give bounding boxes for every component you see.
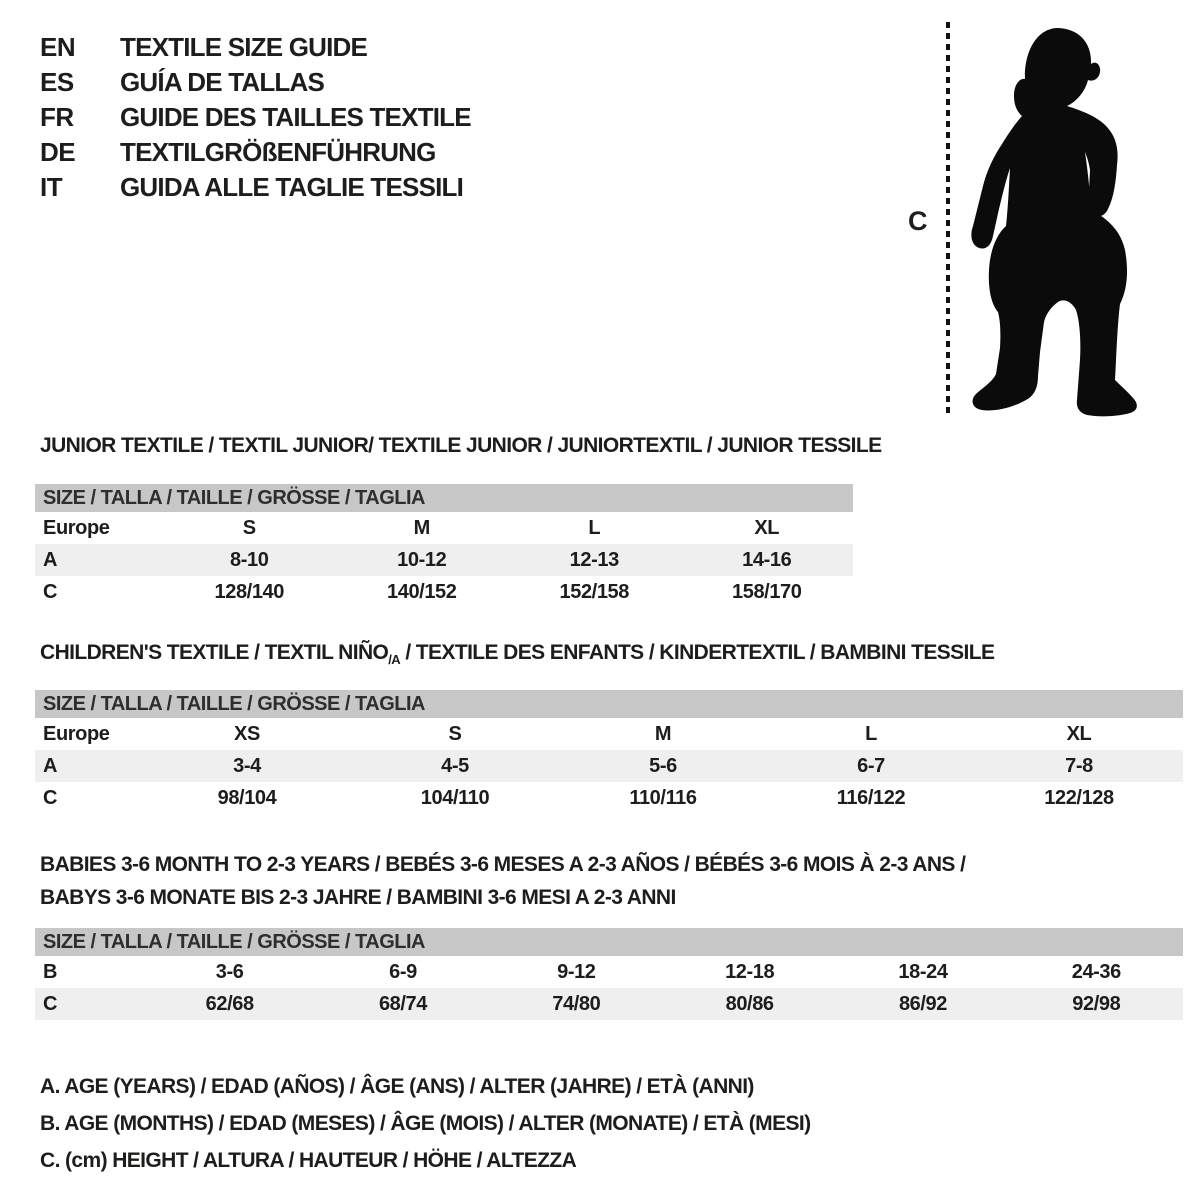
measure-label-c: C: [908, 206, 928, 236]
table-header-bar: [35, 484, 853, 512]
table-row: [35, 718, 1183, 750]
cell: 7-8: [1065, 754, 1093, 777]
cell: XS: [234, 722, 260, 745]
language-title: TEXTILE SIZE GUIDE: [120, 32, 368, 62]
legend-line-a: A. AGE (YEARS) / EDAD (AÑOS) / ÂGE (ANS) / ALTER (JAHRE) / ETÀ (ANNI): [40, 1074, 754, 1098]
cell: 8-10: [230, 548, 269, 571]
junior-size-table: [35, 484, 853, 608]
language-row: [40, 100, 471, 135]
language-code: DE: [40, 137, 76, 167]
size-header-label: SIZE / TALLA / TAILLE / GRÖSSE / TAGLIA: [43, 930, 425, 953]
language-row: [40, 135, 471, 170]
legend-line-c: C. (cm) HEIGHT / ALTURA / HAUTEUR / HÖHE / ALTEZZA: [40, 1148, 577, 1172]
cell: L: [588, 516, 601, 539]
cell: Europe: [43, 516, 110, 539]
language-title: GUÍA DE TALLAS: [120, 67, 325, 97]
legend: [40, 1068, 811, 1179]
cell: 116/122: [836, 786, 906, 809]
language-code: FR: [40, 102, 74, 132]
cell: M: [413, 516, 430, 539]
children-title-part2: / TEXTILE DES ENFANTS / KINDERTEXTIL / BAMBINI TESSILE: [400, 641, 995, 664]
language-row: [40, 65, 471, 100]
size-header-label: SIZE / TALLA / TAILLE / GRÖSSE / TAGLIA: [43, 486, 425, 509]
table-row: [35, 782, 1183, 814]
cell: 9-12: [557, 960, 596, 983]
height-measure-dashed-line: [946, 22, 950, 415]
language-code: IT: [40, 172, 63, 202]
cell: 24-36: [1071, 960, 1121, 983]
cell: 92/98: [1072, 992, 1121, 1015]
cell: XL: [1066, 722, 1092, 745]
junior-section-title: JUNIOR TEXTILE / TEXTIL JUNIOR/ TEXTILE JUNIOR / JUNIORTEXTIL / JUNIOR TESSILE: [40, 434, 882, 457]
cell: Europe: [43, 722, 110, 745]
cell: C: [43, 580, 58, 603]
cell: L: [865, 722, 877, 745]
language-title: GUIDA ALLE TAGLIE TESSILI: [120, 172, 464, 202]
children-title-sub: /A: [388, 652, 401, 668]
legend-line-b: B. AGE (MONTHS) / EDAD (MESES) / ÂGE (MOIS) / ALTER (MONATE) / ETÀ (MESI): [40, 1111, 811, 1135]
cell: 152/158: [559, 580, 629, 603]
cell: 80/86: [725, 992, 774, 1015]
language-code: ES: [40, 67, 74, 97]
cell: 98/104: [217, 786, 277, 809]
cell: A: [43, 548, 58, 571]
table-row: [35, 544, 853, 576]
cell: M: [654, 722, 672, 745]
babies-size-table: [35, 928, 1183, 1020]
toddler-silhouette: [968, 18, 1144, 422]
cell: 128/140: [214, 580, 284, 603]
cell: 14-16: [742, 548, 792, 571]
language-title: TEXTILGRÖßENFÜHRUNG: [120, 137, 436, 167]
cell: 110/116: [629, 786, 697, 809]
language-title-list: [40, 30, 471, 205]
table-header-bar: [35, 928, 1183, 956]
cell: 104/110: [420, 786, 490, 809]
cell: 10-12: [397, 548, 447, 571]
table-row: [35, 988, 1183, 1020]
cell: 158/170: [732, 580, 802, 603]
cell: S: [448, 722, 462, 745]
babies-section-title-line2: BABYS 3-6 MONATE BIS 2-3 JAHRE / BAMBINI 3-6 MESI A 2-3 ANNI: [40, 886, 676, 909]
table-header-bar: [35, 690, 1183, 718]
cell: 6-9: [389, 960, 417, 983]
cell: 62/68: [205, 992, 254, 1015]
cell: 74/80: [552, 992, 601, 1015]
cell: XL: [754, 516, 780, 539]
cell: 68/74: [378, 992, 428, 1015]
size-header-label: SIZE / TALLA / TAILLE / GRÖSSE / TAGLIA: [43, 692, 425, 715]
language-title: GUIDE DES TAILLES TEXTILE: [120, 102, 471, 132]
table-row: [35, 750, 1183, 782]
cell: 6-7: [857, 754, 885, 777]
table-row: [35, 956, 1183, 988]
cell: C: [43, 786, 58, 809]
table-row: [35, 512, 853, 544]
cell: 3-6: [215, 960, 244, 983]
table-row: [35, 576, 853, 608]
children-size-table: [35, 690, 1183, 814]
cell: 3-4: [233, 754, 261, 777]
language-code: EN: [40, 32, 76, 62]
babies-section-title-line1: BABIES 3-6 MONTH TO 2-3 YEARS / BEBÉS 3-6 MESES A 2-3 AÑOS / BÉBÉS 3-6 MOIS À 2-3 ANS /: [40, 853, 966, 876]
cell: 12-13: [569, 548, 619, 571]
language-row: [40, 170, 471, 205]
children-section-title: [40, 641, 994, 667]
children-title-part1: CHILDREN'S TEXTILE / TEXTIL NIÑO: [40, 641, 389, 664]
cell: C: [43, 992, 58, 1015]
cell: A: [43, 754, 58, 777]
language-row: [40, 30, 471, 65]
cell: 122/128: [1044, 786, 1114, 809]
cell: 140/152: [387, 580, 457, 603]
cell: 4-5: [441, 754, 469, 777]
cell: 12-18: [725, 960, 775, 983]
cell: 5-6: [649, 754, 677, 777]
cell: B: [43, 960, 58, 983]
cell: 86/92: [898, 992, 947, 1015]
cell: 18-24: [898, 960, 948, 983]
cell: S: [242, 516, 256, 539]
